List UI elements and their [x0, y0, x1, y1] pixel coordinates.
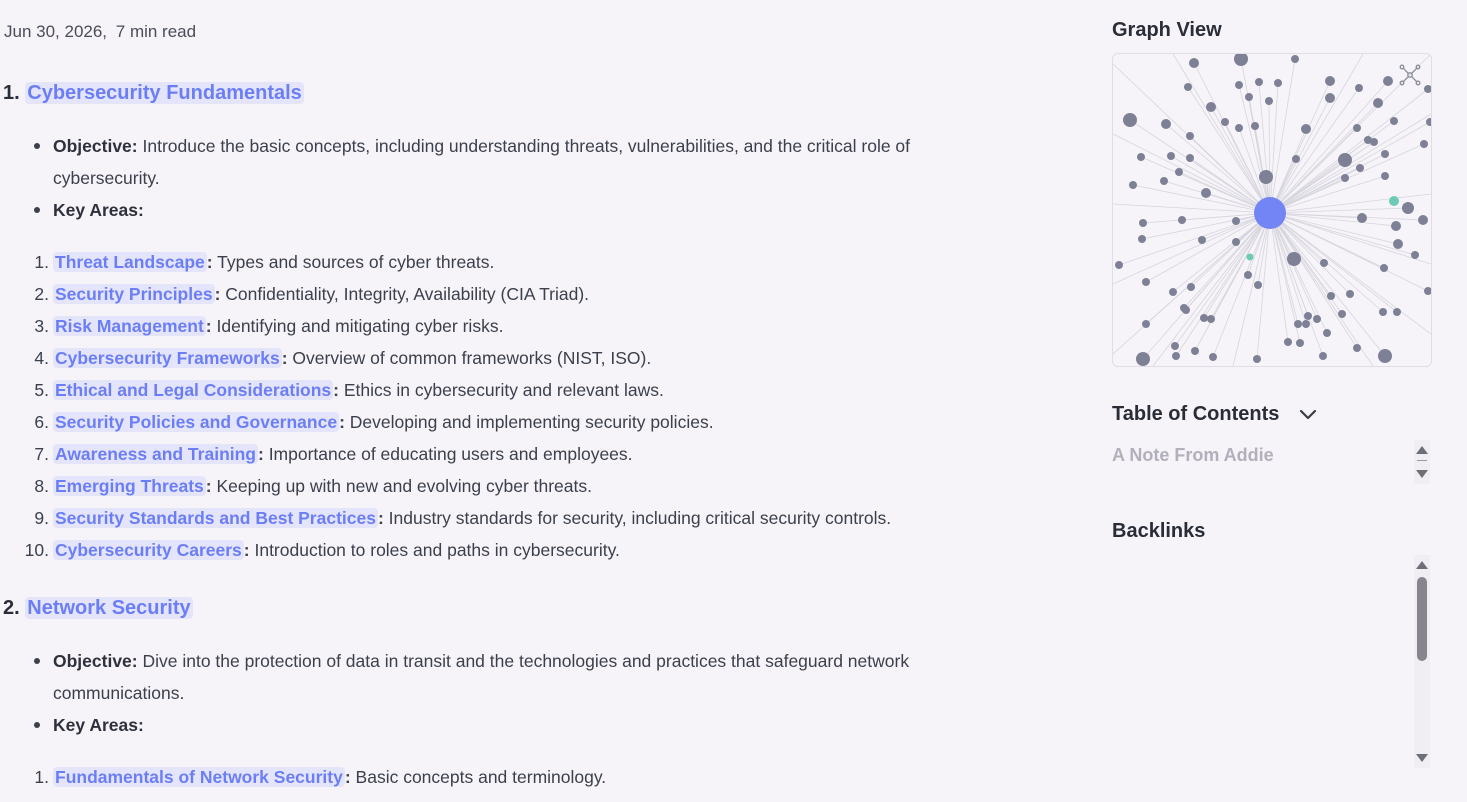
list-item [0, 246, 1000, 278]
list-item [0, 310, 1000, 342]
graph-edge [1269, 101, 1270, 213]
graph-edge [1270, 88, 1359, 213]
graph-node[interactable] [1254, 281, 1262, 289]
list-item [0, 342, 1000, 374]
graph-node[interactable] [1390, 117, 1398, 125]
topic-link[interactable]: Security Policies and Governance [55, 412, 338, 432]
graph-node[interactable] [1313, 315, 1321, 323]
topic-description: : Types and sources of cyber threats. [206, 252, 495, 272]
graph-edge [1270, 81, 1330, 213]
graph-node[interactable] [1325, 76, 1335, 86]
graph-node[interactable] [1357, 213, 1367, 223]
list-number: 9. [34, 508, 49, 528]
graph-node[interactable] [1383, 76, 1393, 86]
graph-node[interactable] [1338, 310, 1346, 318]
graph-node[interactable] [1353, 344, 1361, 352]
topic-description: : Ethics in cybersecurity and relevant laws. [333, 380, 664, 400]
graph-node[interactable] [1139, 219, 1147, 227]
list-item [0, 534, 1000, 566]
graph-edge [1233, 213, 1270, 366]
backlinks-list [1112, 553, 1432, 768]
topic-description: : Basic concepts and terminology. [344, 767, 607, 787]
topic-description: : Industry standards for security, including critical security controls. [377, 508, 892, 528]
scroll-thumb[interactable] [1417, 577, 1427, 661]
graph-node[interactable] [1304, 312, 1312, 320]
graph-node[interactable] [1323, 329, 1331, 337]
graph-node[interactable] [1338, 153, 1352, 167]
topic-link[interactable]: Fundamentals of Network Security [55, 767, 343, 787]
graph-node[interactable] [1341, 174, 1349, 182]
key-areas-label: Key Areas: [53, 715, 144, 735]
graph-node[interactable] [1274, 79, 1282, 87]
graph-node[interactable] [1294, 320, 1302, 328]
graph-node[interactable] [1291, 55, 1299, 63]
graph-node[interactable] [1244, 271, 1252, 279]
graph-edge [1270, 213, 1350, 294]
graph-node[interactable] [1296, 339, 1304, 347]
graph-node[interactable] [1167, 152, 1175, 160]
objective-text: Introduce the basic concepts, including understanding threats, vulnerabilities, and the critical role of cybersecurity. [53, 136, 911, 188]
list-number: 1. [34, 767, 49, 787]
section-title-link[interactable]: Cybersecurity Fundamentals [27, 82, 302, 104]
topic-link[interactable]: Ethical and Legal Considerations [55, 380, 332, 400]
graph-node[interactable] [1207, 315, 1215, 323]
list-item [0, 502, 1000, 534]
objective-label: Objective: [53, 651, 138, 671]
graph-edge [1270, 176, 1385, 213]
graph-node[interactable] [1247, 254, 1254, 261]
list-number: 6. [34, 412, 49, 432]
toc-item[interactable]: A Note From Addie [1112, 445, 1274, 465]
graph-node[interactable] [1171, 342, 1179, 350]
graph-node[interactable] [1353, 124, 1361, 132]
graph-node[interactable] [1255, 78, 1263, 86]
graph-node[interactable] [1209, 353, 1217, 361]
section-heading [3, 597, 193, 620]
backlinks-scrollbar[interactable] [1414, 555, 1430, 768]
list-item [0, 438, 1000, 470]
graph-node[interactable] [1393, 308, 1401, 316]
graph-node[interactable] [1178, 216, 1186, 224]
graph-node[interactable] [1346, 290, 1354, 298]
graph-node[interactable] [1235, 81, 1243, 89]
bullet-dot [34, 143, 40, 149]
list-item [0, 761, 1000, 793]
topic-link[interactable]: Security Principles [55, 284, 213, 304]
list-number: 4. [34, 348, 49, 368]
graph-node[interactable] [1355, 84, 1363, 92]
graph-node[interactable] [1259, 170, 1273, 184]
list-number: 8. [34, 476, 49, 496]
graph-view-title: Graph View [1112, 19, 1222, 41]
post-date: Jun 30, 2026, [4, 22, 108, 41]
graph-node[interactable] [1381, 172, 1389, 180]
graph-node[interactable] [1232, 238, 1240, 246]
graph-node[interactable] [1402, 202, 1414, 214]
scroll-down-arrow-icon[interactable] [1416, 470, 1428, 478]
graph-edge [1270, 121, 1394, 213]
chevron-down-icon[interactable] [1297, 404, 1319, 426]
graph-edge [1270, 213, 1298, 324]
graph-view[interactable] [1112, 53, 1432, 367]
graph-node[interactable] [1356, 164, 1364, 172]
graph-node[interactable] [1206, 102, 1216, 112]
section-heading [3, 82, 304, 105]
graph-node[interactable] [1123, 113, 1137, 127]
graph-node[interactable] [1138, 235, 1146, 243]
graph-node[interactable] [1235, 124, 1243, 132]
list-number: 7. [34, 444, 49, 464]
graph-node[interactable] [1378, 349, 1392, 363]
graph-node[interactable] [1200, 314, 1208, 322]
graph-node[interactable] [1136, 352, 1150, 366]
graph-node[interactable] [1373, 98, 1383, 108]
list-item [0, 406, 1000, 438]
key-areas-list [0, 246, 1000, 566]
graph-node[interactable] [1292, 155, 1300, 163]
section-number: 1. [3, 82, 20, 104]
graph-node[interactable] [1175, 168, 1183, 176]
key-areas-list [0, 761, 1000, 793]
graph-edge [1175, 213, 1270, 346]
graph-current-node[interactable] [1254, 197, 1286, 229]
graph-edge [1270, 213, 1431, 334]
list-number: 1. [34, 252, 49, 272]
graph-node[interactable] [1370, 138, 1378, 146]
bullet-dot [34, 658, 40, 664]
graph-node[interactable] [1191, 347, 1199, 355]
topic-description: : Developing and implementing security policies. [339, 412, 714, 432]
scroll-thumb[interactable] [1417, 460, 1427, 461]
graph-node[interactable] [1129, 181, 1137, 189]
topic-link[interactable]: Cybersecurity Frameworks [55, 348, 280, 368]
topic-description: : Confidentiality, Integrity, Availability (CIA Triad). [214, 284, 590, 304]
graph-node[interactable] [1172, 352, 1180, 360]
section-number: 2. [3, 597, 20, 619]
toc-title[interactable]: Table of Contents [1112, 403, 1280, 425]
graph-node[interactable] [1418, 215, 1428, 225]
key-areas-label: Key Areas: [53, 200, 144, 220]
graph-edge [1270, 89, 1428, 213]
graph-node[interactable] [1189, 58, 1199, 68]
topic-link[interactable]: Threat Landscape [55, 252, 205, 272]
key-areas-item [34, 194, 964, 226]
graph-node[interactable] [1186, 132, 1194, 140]
topic-link[interactable]: Risk Management [55, 316, 204, 336]
objective-text: Dive into the protection of data in transit and the technologies and practices that safeguard network communications. [53, 651, 910, 703]
graph-node[interactable] [1187, 283, 1195, 291]
graph-node[interactable] [1160, 177, 1168, 185]
graph-node[interactable] [1142, 278, 1150, 286]
scroll-up-arrow-icon[interactable] [1416, 446, 1428, 454]
topic-description: : Importance of educating users and employees. [258, 444, 633, 464]
objective-item [34, 130, 964, 194]
graph-node[interactable] [1411, 251, 1419, 259]
graph-network-icon[interactable] [1398, 63, 1422, 87]
topic-description: : Identifying and mitigating cyber risks. [205, 316, 504, 336]
graph-edge [1173, 213, 1270, 292]
graph-node[interactable] [1184, 83, 1192, 91]
graph-node[interactable] [1161, 119, 1171, 129]
graph-node[interactable] [1426, 118, 1431, 126]
graph-node[interactable] [1320, 259, 1328, 267]
list-number: 3. [34, 316, 49, 336]
graph-node[interactable] [1234, 54, 1248, 66]
list-item [0, 470, 1000, 502]
graph-node[interactable] [1221, 118, 1229, 126]
toc-list [1112, 440, 1432, 484]
graph-node[interactable] [1142, 320, 1150, 328]
graph-node[interactable] [1265, 97, 1273, 105]
graph-node[interactable] [1302, 320, 1310, 328]
scroll-up-arrow-icon[interactable] [1416, 561, 1428, 569]
graph-node[interactable] [1198, 236, 1206, 244]
graph-node[interactable] [1287, 252, 1301, 266]
graph-node[interactable] [1115, 261, 1123, 269]
read-time: 7 min read [115, 22, 197, 41]
graph-node[interactable] [1327, 292, 1335, 300]
topic-description: : Overview of common frameworks (NIST, ISO). [281, 348, 652, 368]
graph-node[interactable] [1393, 239, 1403, 249]
graph-node[interactable] [1325, 93, 1335, 103]
graph-node[interactable] [1301, 124, 1311, 134]
graph-node[interactable] [1391, 221, 1401, 231]
topic-description: : Keeping up with new and evolving cyber threats. [205, 476, 592, 496]
toc-scrollbar[interactable] [1414, 440, 1430, 484]
graph-node[interactable] [1251, 122, 1259, 130]
topic-link[interactable]: Security Standards and Best Practices [55, 508, 376, 528]
graph-node[interactable] [1389, 196, 1399, 206]
graph-edge [1270, 213, 1396, 226]
list-item [0, 374, 1000, 406]
graph-node[interactable] [1137, 153, 1145, 161]
graph-node[interactable] [1380, 264, 1388, 272]
graph-node[interactable] [1381, 150, 1389, 158]
list-number: 5. [34, 380, 49, 400]
post-meta [4, 22, 196, 42]
topic-link[interactable]: Emerging Threats [55, 476, 204, 496]
graph-node[interactable] [1169, 288, 1177, 296]
graph-node[interactable] [1284, 338, 1292, 346]
graph-node[interactable] [1182, 306, 1190, 314]
graph-node[interactable] [1201, 188, 1211, 198]
bullet-dot [34, 722, 40, 728]
list-item [0, 278, 1000, 310]
graph-node[interactable] [1379, 308, 1387, 316]
bullet-dot [34, 207, 40, 213]
list-number: 10. [24, 540, 49, 560]
graph-node[interactable] [1232, 217, 1240, 225]
backlinks-title: Backlinks [1112, 520, 1206, 542]
list-number: 2. [34, 284, 49, 304]
graph-node[interactable] [1420, 140, 1428, 148]
graph-canvas[interactable] [1113, 54, 1431, 366]
section-title-link[interactable]: Network Security [27, 597, 191, 619]
graph-node[interactable] [1319, 352, 1327, 360]
graph-edge [1270, 213, 1357, 348]
topic-link[interactable]: Awareness and Training [55, 444, 256, 464]
topic-link[interactable]: Cybersecurity Careers [55, 540, 242, 560]
graph-edge [1239, 85, 1270, 213]
graph-node[interactable] [1186, 154, 1194, 162]
graph-node[interactable] [1253, 355, 1261, 363]
graph-node[interactable] [1424, 287, 1431, 295]
scroll-down-arrow-icon[interactable] [1416, 754, 1428, 762]
objective-label: Objective: [53, 136, 138, 156]
graph-node[interactable] [1245, 93, 1253, 101]
topic-description: : Introduction to roles and paths in cybersecurity. [243, 540, 620, 560]
key-areas-item [34, 709, 964, 741]
objective-item [34, 645, 964, 709]
